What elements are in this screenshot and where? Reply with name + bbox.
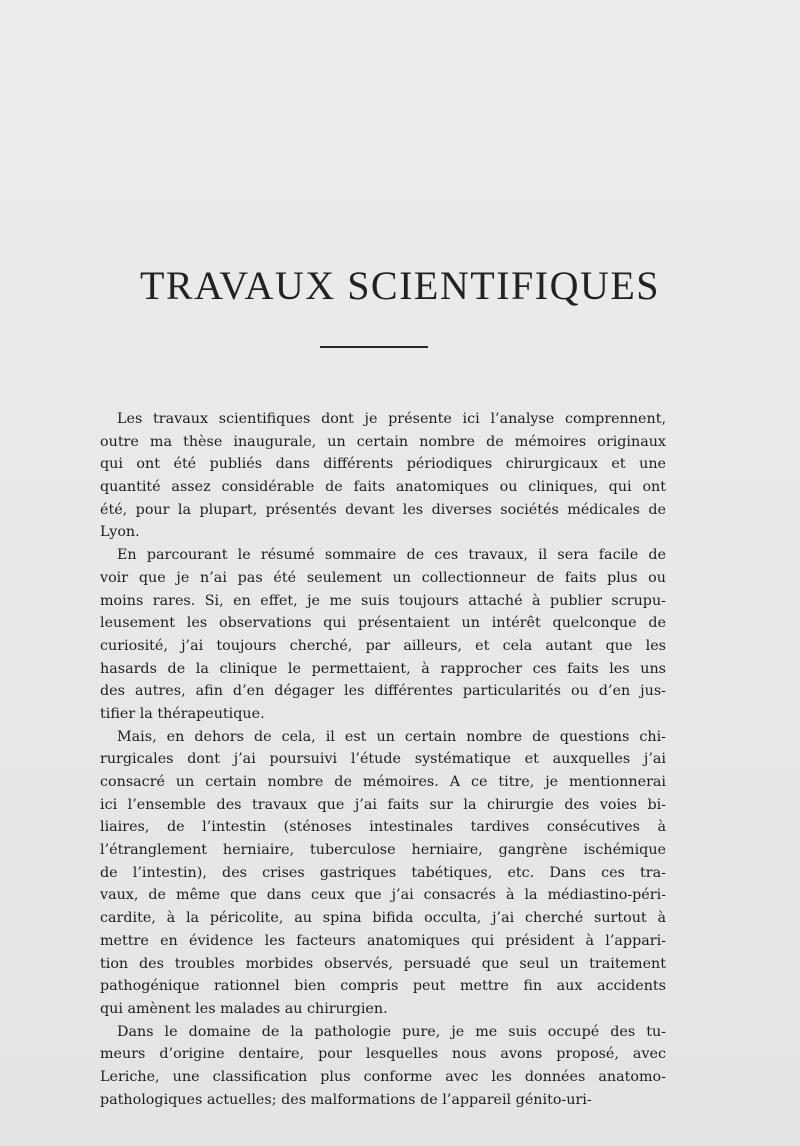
text-line: qui amènent les malades au chirurgien. [100, 1000, 388, 1017]
text-line: qui ont été publiés dans différents périodiques chirurgicaux et une [100, 456, 666, 473]
text-line: hasards de la clinique le permettaient, à rapprocher ces faits les uns [100, 660, 666, 677]
text-line: curiosité, j’ai toujours cherché, par ailleurs, et cela autant que les [100, 637, 666, 654]
text-line: des autres, afin d’en dégager les différentes particularités ou d’en jus- [100, 683, 666, 700]
text-line: meurs d’origine dentaire, pour lesquelles nous avons proposé, avec [100, 1046, 666, 1063]
text-line: Lyon. [100, 524, 140, 541]
text-line: voir que je n’ai pas été seulement un collectionneur de faits plus ou [100, 569, 666, 586]
text-line: été, pour la plupart, présentés devant les diverses sociétés médicales de [100, 501, 666, 518]
text-line: l’étranglement herniaire, tuberculose herniaire, gangrène ischémique [100, 842, 666, 859]
text-line: leusement les observations qui présentaient un intérêt quelconque de [100, 615, 666, 632]
page-title: TRAVAUX SCIENTIFIQUES [139, 263, 661, 308]
paragraph [100, 408, 666, 544]
text-line: ici l’ensemble des travaux que j’ai faits sur la chirurgie des voies bi- [100, 796, 666, 813]
title-divider [320, 346, 428, 348]
text-line: Dans le domaine de la pathologie pure, je me suis occupé des tu- [117, 1023, 666, 1040]
text-line: Les travaux scientifiques dont je présente ici l’analyse comprennent, [117, 411, 666, 427]
paragraph [100, 1021, 666, 1112]
text-line: En parcourant le résumé sommaire de ces travaux, il sera facile de [117, 547, 666, 564]
text-line: outre ma thèse inaugurale, un certain nombre de mémoires originaux [100, 433, 666, 450]
text-line: mettre en évidence les facteurs anatomiques qui président à l’appari- [100, 932, 666, 949]
body-text [100, 408, 666, 1111]
text-line: pathogénique rationnel bien compris peut mettre fin aux accidents [100, 978, 666, 995]
text-line: consacré un certain nombre de mémoires. A ce titre, je mentionnerai [100, 774, 666, 790]
text-line: moins rares. Si, en effet, je me suis toujours attaché à publier scrupu- [100, 592, 666, 609]
text-line: Mais, en dehors de cela, il est un certain nombre de questions chi- [117, 728, 666, 745]
text-line: rurgicales dont j’ai poursuivi l’étude systématique et auxquelles j’ai [100, 751, 666, 768]
text-line: tion des troubles morbides observés, persuadé que seul un traitement [100, 955, 666, 972]
paragraph [100, 544, 666, 726]
text-line: liaires, de l’intestin (sténoses intestinales tardives consécutives à [100, 819, 666, 836]
text-line: tifier la thérapeutique. [100, 705, 265, 722]
text-line: de l’intestin), des crises gastriques tabétiques, etc. Dans ces tra- [100, 864, 666, 881]
text-line: vaux, de même que dans ceux que j’ai consacrés à la médiastino-péri- [100, 887, 666, 904]
text-line: cardite, à la péricolite, au spina bifida occulta, j’ai cherché surtout à [100, 910, 666, 927]
paragraph [100, 726, 666, 1021]
text-line: pathologiques actuelles; des malformations de l’appareil génito-uri- [100, 1091, 592, 1108]
text-line: quantité assez considérable de faits anatomiques ou cliniques, qui ont [100, 479, 666, 496]
text-line: Leriche, une classification plus conforme avec les données anatomo- [100, 1068, 666, 1085]
